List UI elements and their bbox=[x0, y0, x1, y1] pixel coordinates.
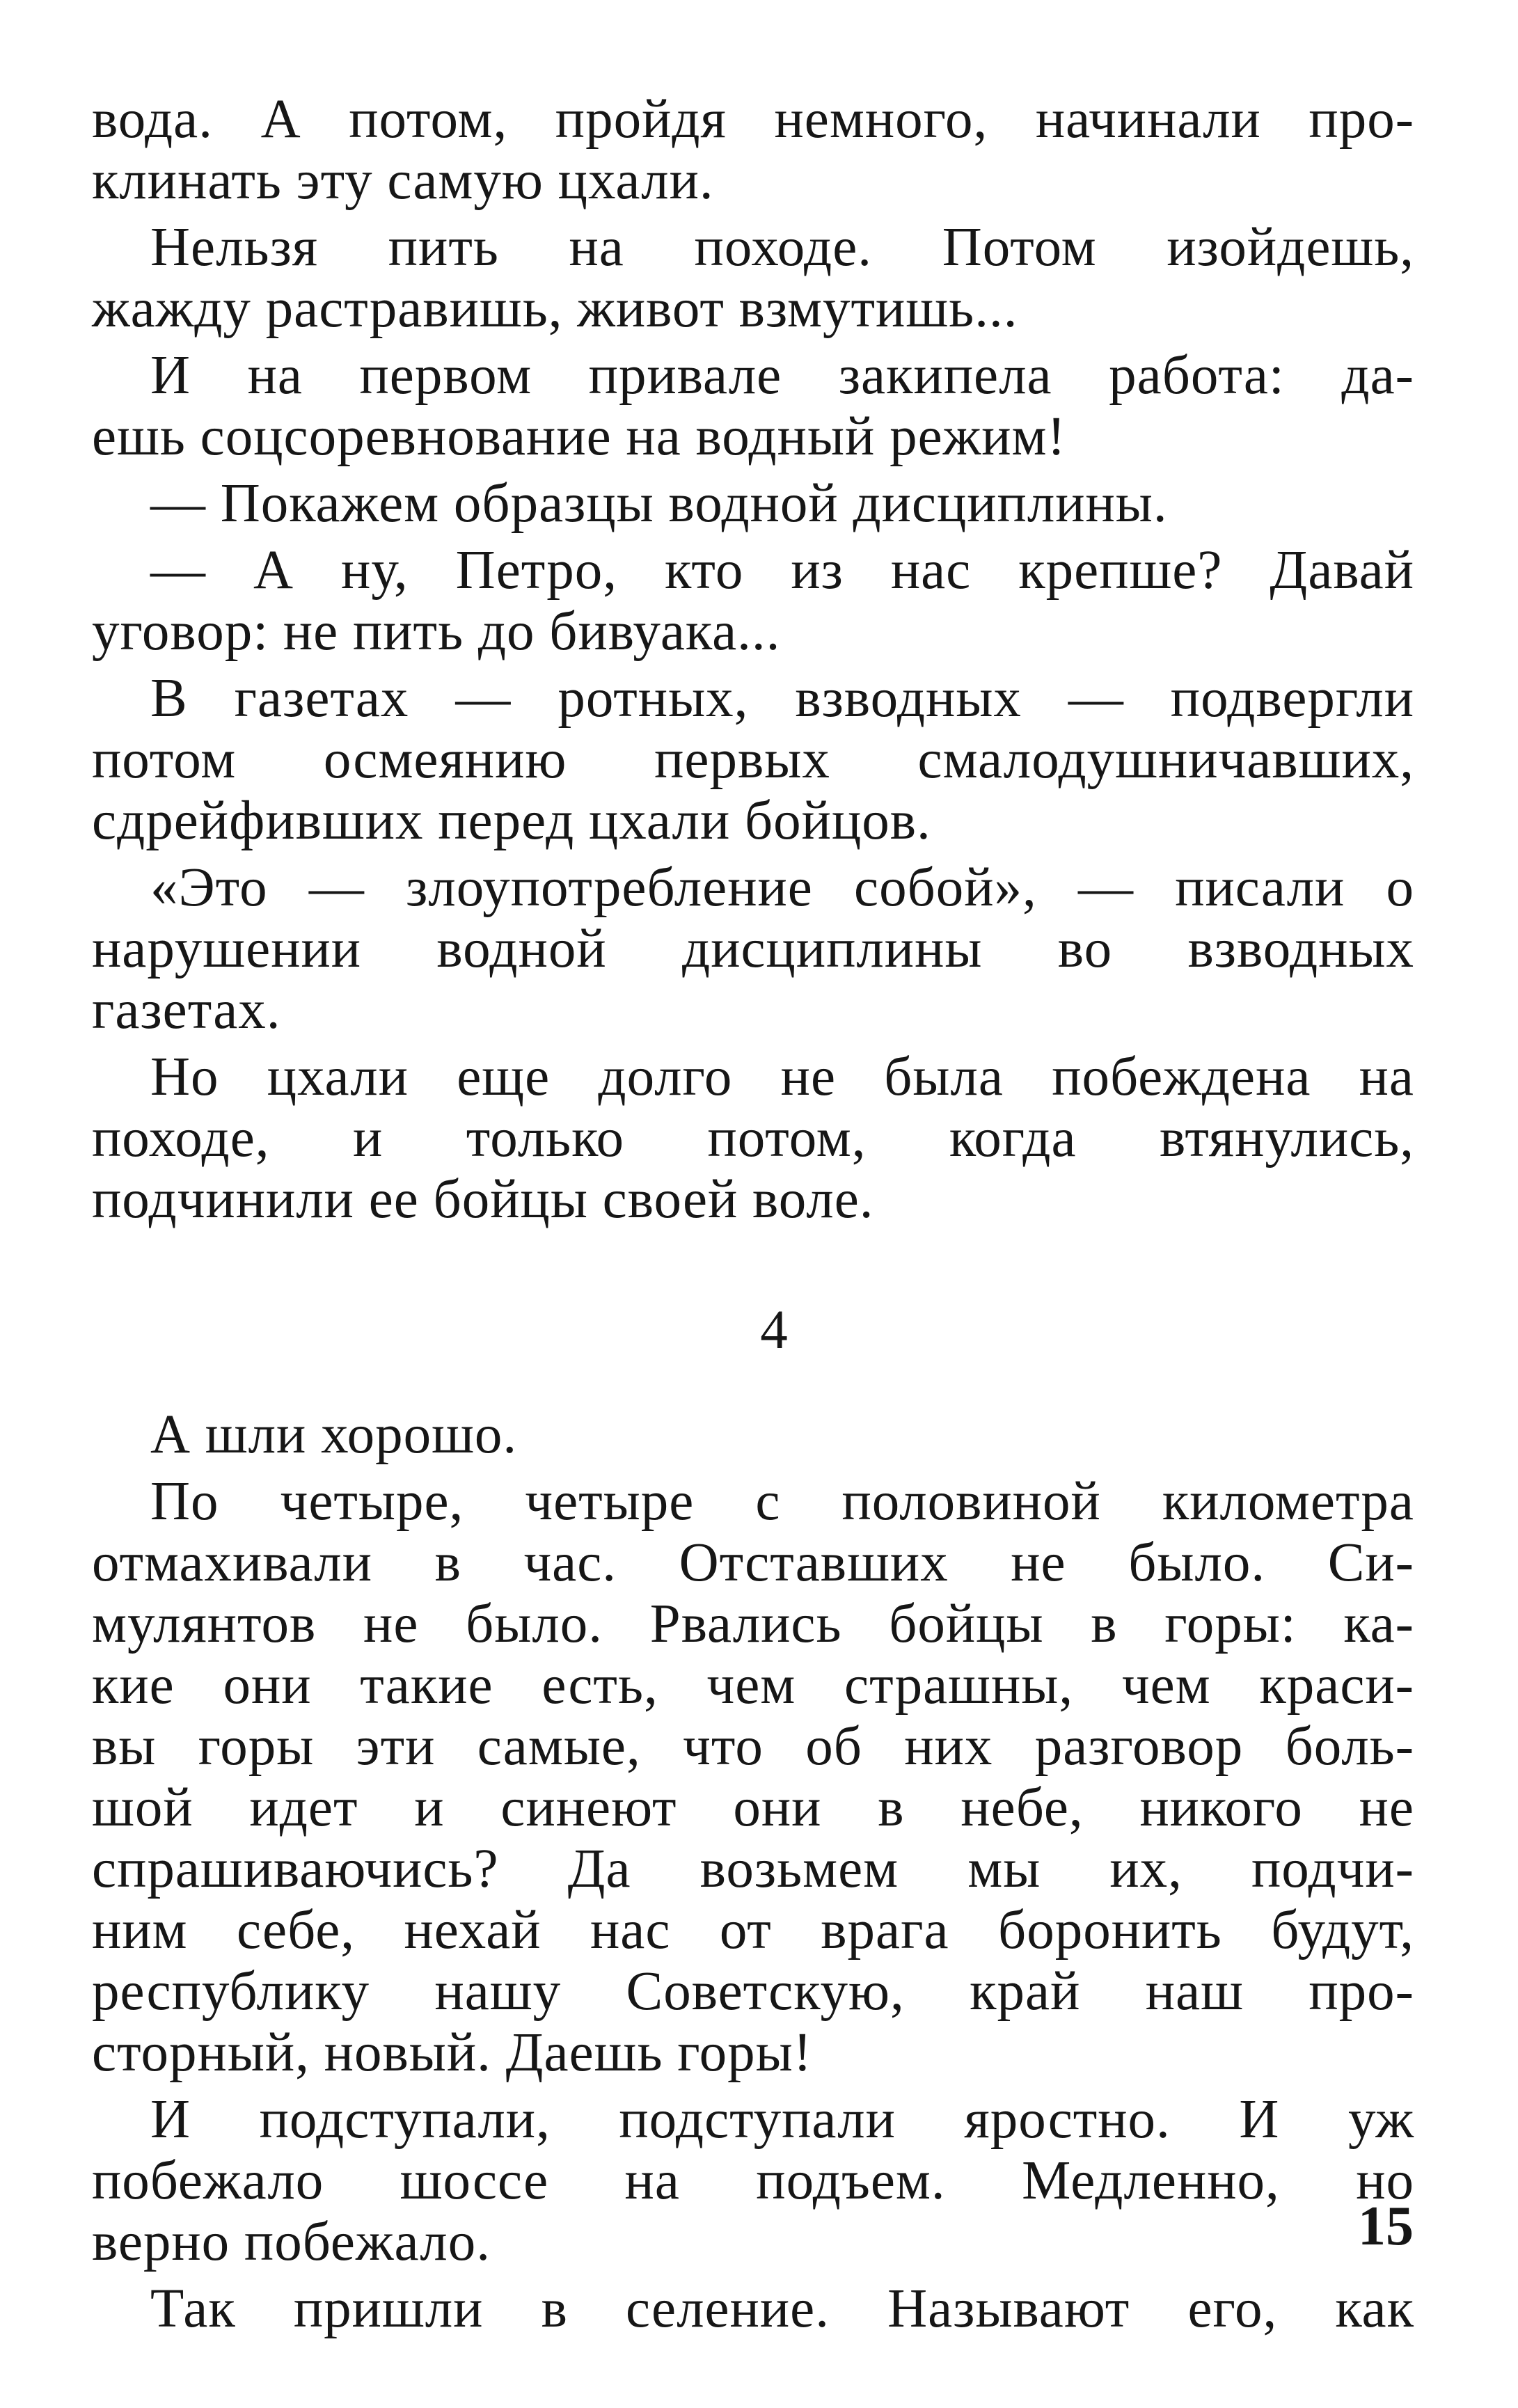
text-line: «Это — злоупотребление собой», — писали о bbox=[150, 857, 1414, 918]
text-block-after-section bbox=[92, 1404, 1414, 2340]
text-line: ним себе, нехай нас от врага боронить будут, bbox=[92, 1900, 1414, 1961]
text-line: В газетах — ротных, взводных — подвергли bbox=[150, 668, 1414, 729]
text-line: сторный, новый. Даешь горы! bbox=[92, 2022, 813, 2083]
text-line: И на первом привале закипела работа: да- bbox=[150, 345, 1414, 406]
text-line: — Покажем образцы водной дисциплины. bbox=[150, 473, 1168, 534]
text-line: вы горы эти самые, что об них разговор боль- bbox=[92, 1716, 1414, 1777]
paragraph bbox=[92, 540, 1414, 663]
text-line: жажду растравишь, живот взмутишь... bbox=[92, 278, 1018, 339]
text-line: сдрейфивших перед цхали бойцов. bbox=[92, 791, 931, 851]
text-line: подчинили ее бойцы своей воле. bbox=[92, 1169, 874, 1230]
text-line: верно побежало. bbox=[92, 2212, 491, 2272]
text-line: Нельзя пить на походе. Потом изойдешь, bbox=[150, 217, 1414, 278]
text-line: спрашиваючись? Да возьмем мы их, подчи- bbox=[92, 1839, 1414, 1899]
text-line: нарушении водной дисциплины во взводных bbox=[92, 919, 1414, 979]
book-page bbox=[92, 89, 1414, 2340]
text-line: шой идет и синеют они в небе, никого не bbox=[92, 1777, 1414, 1838]
paragraph bbox=[92, 89, 1414, 212]
paragraph bbox=[92, 217, 1414, 340]
text-line: мулянтов не было. Рвались бойцы в горы: ка- bbox=[92, 1594, 1414, 1654]
text-line: клинать эту самую цхали. bbox=[92, 150, 714, 211]
text-line: республику нашу Советскую, край наш про- bbox=[92, 1961, 1414, 2022]
text-line: походе, и только потом, когда втянулись, bbox=[92, 1108, 1414, 1169]
page-number: 15 bbox=[1358, 2196, 1414, 2257]
text-block-before-section bbox=[92, 89, 1414, 1230]
text-line: вода. А потом, пройдя немного, начинали про- bbox=[92, 89, 1414, 150]
text-line: И подступали, подступали яростно. И уж bbox=[150, 2089, 1414, 2150]
paragraph bbox=[92, 2279, 1414, 2340]
paragraph bbox=[92, 345, 1414, 468]
paragraph bbox=[92, 668, 1414, 852]
text-line: потом осмеянию первых смалодушничавших, bbox=[92, 729, 1414, 790]
text-line: уговор: не пить до бивуака... bbox=[92, 601, 781, 662]
paragraph bbox=[92, 473, 1414, 534]
paragraph bbox=[92, 1471, 1414, 2084]
text-line: побежало шоссе на подъем. Медленно, но bbox=[92, 2150, 1414, 2211]
paragraph bbox=[92, 1047, 1414, 1230]
text-line: По четыре, четыре с половиной километра bbox=[150, 1471, 1414, 1532]
section-number: 4 bbox=[760, 1300, 788, 1361]
paragraph bbox=[92, 1404, 1414, 1466]
text-line: кие они такие есть, чем страшны, чем краси- bbox=[92, 1655, 1414, 1716]
text-line: отмахивали в час. Отставших не было. Си- bbox=[92, 1532, 1414, 1593]
text-line: ешь соцсоревнование на водный режим! bbox=[92, 406, 1066, 467]
text-line: Но цхали еще долго не была побеждена на bbox=[150, 1047, 1414, 1107]
paragraph bbox=[92, 2089, 1414, 2273]
text-line: газетах. bbox=[92, 980, 281, 1040]
text-line: — А ну, Петро, кто из нас крепше? Давай bbox=[150, 540, 1414, 601]
text-line: Так пришли в селение. Называют его, как bbox=[150, 2279, 1414, 2339]
paragraph bbox=[92, 857, 1414, 1041]
text-line: А шли хорошо. bbox=[150, 1404, 518, 1465]
